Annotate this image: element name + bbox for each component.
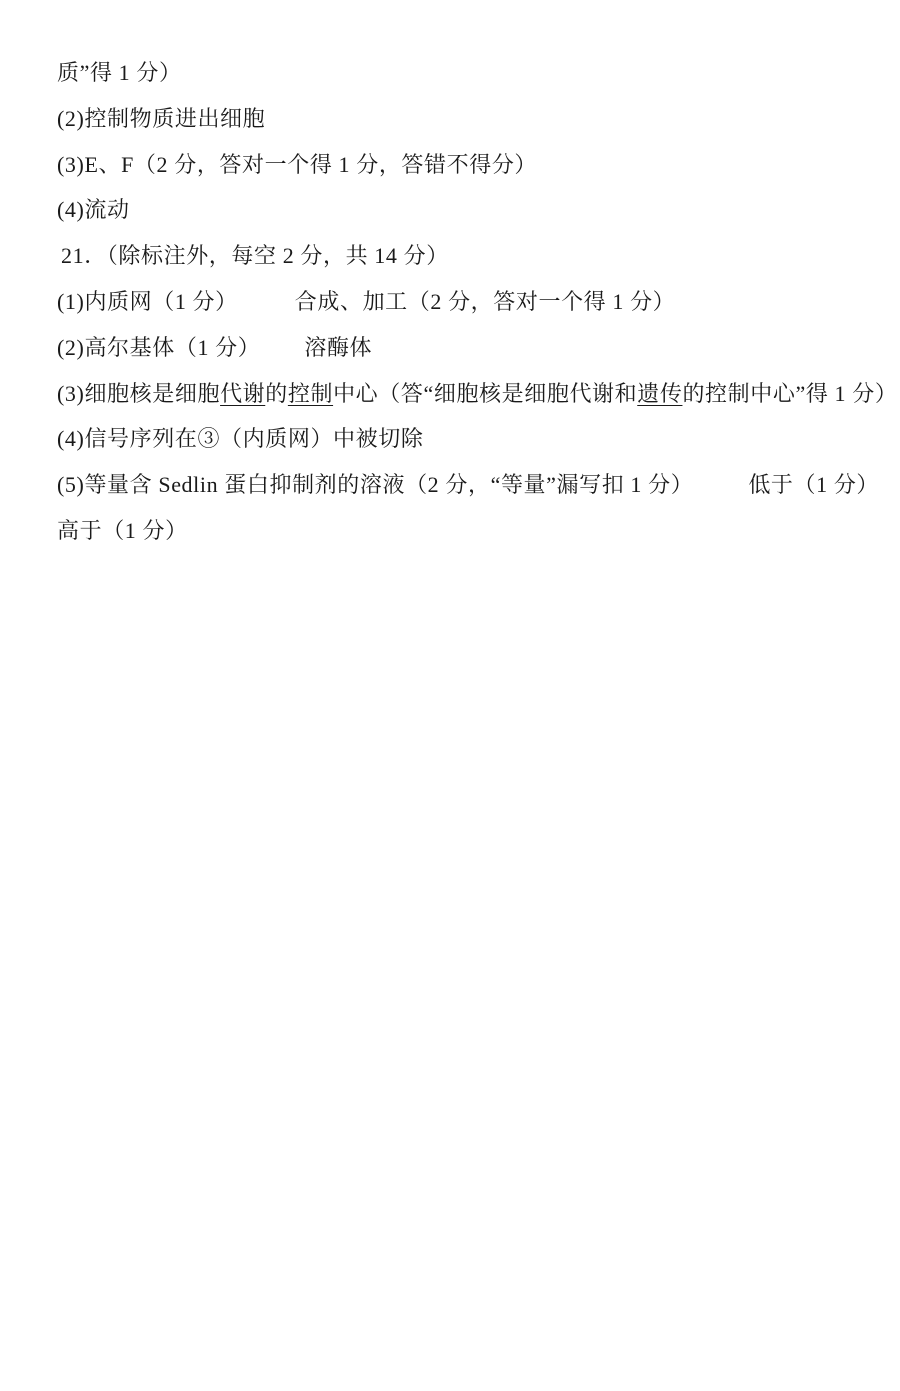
text-segment: 合成、加工（2 分，答对一个得 1 分） [294, 288, 676, 314]
answer-20-2 [57, 96, 869, 142]
text-segment: (2)高尔基体（1 分） [57, 334, 261, 360]
text-segment: (3)细胞核是细胞 [57, 380, 221, 406]
answer-20-1-continuation [57, 50, 869, 96]
text-segment: (3)E、F（2 分，答对一个得 1 分，答错不得分） [57, 151, 538, 177]
answer-21-2 [57, 325, 869, 371]
underlined-text: 代谢 [220, 380, 266, 406]
text-segment: 高于（1 分） [57, 517, 188, 543]
underlined-text: 遗传 [637, 380, 683, 406]
text-segment: (1)内质网（1 分） [57, 288, 238, 314]
text-segment: 质”得 1 分） [57, 60, 182, 85]
answer-20-4 [57, 187, 869, 233]
answer-21-4 [57, 416, 869, 462]
text-segment: 的 [265, 380, 288, 406]
text-segment: (5)等量含 Sedlin 蛋白抑制剂的溶液（2 分，“等量”漏写扣 1 分） [57, 472, 694, 498]
question-21-heading [61, 233, 869, 279]
column-gap [238, 308, 295, 309]
answer-21-3 [57, 371, 898, 417]
text-segment: (2)控制物质进出细胞 [57, 105, 266, 131]
answer-21-5-continuation [57, 508, 869, 554]
answer-21-5 [57, 462, 880, 508]
text-segment: 低于（1 分） [748, 472, 880, 498]
text-segment: 21．（除标注外，每空 2 分，共 14 分） [61, 243, 449, 269]
text-segment: 的控制中心”得 1 分） [682, 380, 898, 406]
column-gap [260, 354, 304, 355]
text-segment: 溶酶体 [304, 334, 373, 360]
underlined-text: 控制 [287, 380, 334, 406]
column-gap [693, 491, 748, 492]
answer-21-1 [57, 279, 869, 325]
text-segment: (4)流动 [57, 197, 130, 223]
answer-20-3 [57, 142, 869, 188]
text-segment: (4)信号序列在③（内质网）中被切除 [57, 426, 424, 452]
text-segment: 中心（答“细胞核是细胞代谢和 [333, 380, 638, 406]
document-text [57, 50, 898, 554]
